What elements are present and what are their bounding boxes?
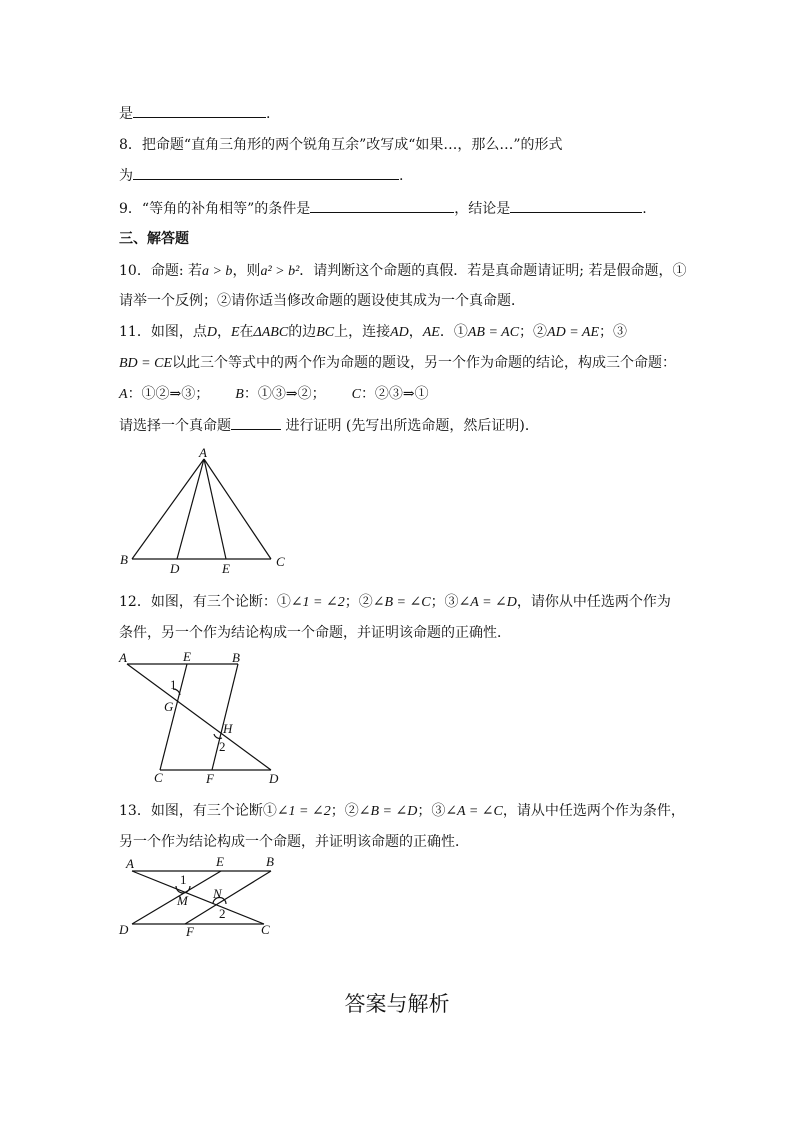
q11-line2 — [119, 353, 676, 374]
side-ab — [132, 459, 204, 559]
q11-point-e: E — [230, 325, 240, 340]
q11-point-d: D — [206, 325, 217, 340]
q11-eq2: AD = AE — [547, 325, 600, 340]
q8-line2 — [119, 165, 403, 186]
segment-ad — [177, 459, 204, 559]
label-c: C — [261, 922, 270, 937]
q13-claim-3: ∠A = ∠C — [445, 804, 503, 819]
q12-line1 — [119, 592, 671, 613]
q11-eq3: BD = CE — [119, 356, 172, 371]
q11-text-d: 上，连接 — [334, 324, 391, 340]
segment-bf — [185, 871, 271, 924]
label-d: D — [170, 561, 180, 576]
q11-seg-ae: AE — [422, 325, 440, 340]
label-c: C — [276, 554, 285, 569]
q13-line1 — [119, 801, 685, 822]
q11-option-a-label: A — [119, 387, 128, 402]
q13-claim-2: ∠B = ∠D — [358, 804, 418, 819]
label-d: D — [119, 922, 129, 937]
q13-line2: 另一个作为结论构成一个命题，并证明该命题的正确性． — [119, 834, 469, 850]
label-c: C — [154, 770, 163, 785]
q12-line2: 条件，另一个作为结论构成一个命题，并证明该命题的正确性． — [119, 625, 511, 641]
label-e: E — [183, 649, 191, 664]
q8-prefix: 为 — [119, 168, 133, 184]
q11-line4 — [119, 415, 539, 436]
q11-option-c: ：②③⇒① — [360, 386, 429, 402]
q11-options — [119, 384, 429, 405]
label-h: H — [223, 721, 233, 736]
segment-bf — [212, 664, 238, 770]
q11-eq1: AB = AC — [467, 325, 520, 340]
q7-prefix: 是 — [119, 106, 133, 122]
q9-condition-blank[interactable] — [310, 198, 454, 213]
q13-text-a: 13．如图，有三个论断① — [119, 803, 277, 819]
q11-select-suffix: 进行证明 (先写出所选命题，然后证明)． — [281, 418, 539, 434]
q11-option-a: ：①②⇒③； — [127, 386, 210, 402]
q12-text-b: ，请你从中任选两个作为 — [516, 594, 671, 610]
q12-text-a: 12．如图，有三个论断：① — [119, 594, 291, 610]
section-heading: 三、解答题 — [119, 231, 189, 247]
label-e: E — [216, 854, 224, 869]
label-f: F — [186, 924, 194, 939]
q11-text-h: ；③ — [599, 324, 628, 340]
q11-side-bc: BC — [316, 325, 335, 340]
q11-text-a: 11．如图，点 — [119, 324, 207, 340]
label-a: A — [199, 445, 207, 460]
q10-math-2: a² > b² — [260, 264, 300, 279]
q11-text-e: ， — [408, 324, 423, 340]
label-a: A — [119, 650, 127, 665]
label-angle-1: 1 — [170, 677, 177, 692]
q9-conclusion-blank[interactable] — [510, 198, 642, 213]
q11-text-g: ；② — [519, 324, 548, 340]
label-n: N — [213, 886, 222, 901]
q10-text-c: ．请判断这个命题的真假．若是真命题请证明; 若是假命题，① — [299, 263, 687, 279]
q11-text-f: ．① — [439, 324, 468, 340]
angle-2-arc — [213, 898, 226, 904]
q9-line — [119, 198, 647, 219]
q12-claim-2: ∠B = ∠C — [372, 595, 431, 610]
q11-text-b: 在 — [239, 324, 254, 340]
q12-sep-2: ；③ — [430, 594, 459, 610]
label-angle-2: 2 — [219, 906, 226, 921]
segment-ad — [127, 664, 271, 770]
q13-sep-2: ；③ — [417, 803, 446, 819]
label-a: A — [126, 856, 134, 871]
q11-option-b: ：①③⇒②； — [243, 386, 326, 402]
label-g: G — [164, 699, 174, 714]
q11-triangle: ΔABC — [253, 325, 289, 340]
q11-line1 — [119, 322, 627, 343]
q12-claim-1: ∠1 = ∠2 — [290, 595, 345, 610]
label-e: E — [222, 561, 230, 576]
q7-tail — [119, 103, 270, 124]
q11-select-prompt: 请选择一个真命题 — [119, 418, 231, 434]
label-b: B — [266, 854, 274, 869]
q11-text-c: 的边 — [288, 324, 317, 340]
label-f: F — [206, 771, 214, 786]
q13-claim-1: ∠1 = ∠2 — [276, 804, 331, 819]
angle-2-arc — [214, 734, 222, 738]
angle-1-arc — [176, 886, 190, 893]
q10-text-a: 10．命题: 若 — [119, 263, 202, 279]
q7-answer-blank[interactable] — [133, 103, 266, 118]
q10-line2: 请举一个反例；②请你适当修改命题的题设使其成为一个真命题． — [119, 293, 525, 309]
label-angle-2: 2 — [219, 739, 226, 754]
q9-prefix: 9．“等角的补角相等”的条件是 — [119, 201, 311, 217]
q10-line1 — [119, 261, 686, 282]
segment-ac — [132, 871, 264, 924]
q9-end: . — [642, 201, 647, 217]
q11-comma: ， — [216, 324, 231, 340]
q11-option-b-label: B — [235, 387, 244, 402]
side-ac — [204, 459, 271, 559]
label-b: B — [120, 552, 128, 567]
q11-text-l2: 以此三个等式中的两个作为命题的题设，另一个作为命题的结论，构成三个命题： — [172, 355, 676, 371]
q12-claim-3: ∠A = ∠D — [458, 595, 517, 610]
label-angle-1: 1 — [180, 872, 187, 887]
angle-1-arc — [173, 689, 180, 695]
segment-ec — [160, 664, 187, 770]
segment-ae — [204, 459, 226, 559]
q7-end: . — [266, 106, 271, 122]
answer-section-title: 答案与解析 — [344, 992, 450, 1016]
q10-text-b: ，则 — [232, 263, 261, 279]
q8-end: . — [399, 168, 404, 184]
label-b: B — [232, 650, 240, 665]
q8-answer-blank[interactable] — [133, 165, 399, 180]
q10-math-1: a > b — [201, 264, 233, 279]
q8-line1: 8．把命题“直角三角形的两个锐角互余”改写成“如果…，那么…”的形式 — [119, 137, 563, 153]
q11-answer-blank[interactable] — [231, 415, 281, 430]
q13-text-b: ，请从中任选两个作为条件， — [502, 803, 685, 819]
label-d: D — [269, 771, 279, 786]
q13-sep-1: ；② — [330, 803, 359, 819]
q9-middle: ，结论是 — [454, 201, 511, 217]
q12-sep-1: ；② — [344, 594, 373, 610]
q11-option-c-label: C — [351, 387, 361, 402]
q11-seg-ad: AD — [390, 325, 409, 340]
segment-ed — [132, 871, 221, 924]
label-m: M — [177, 893, 188, 908]
